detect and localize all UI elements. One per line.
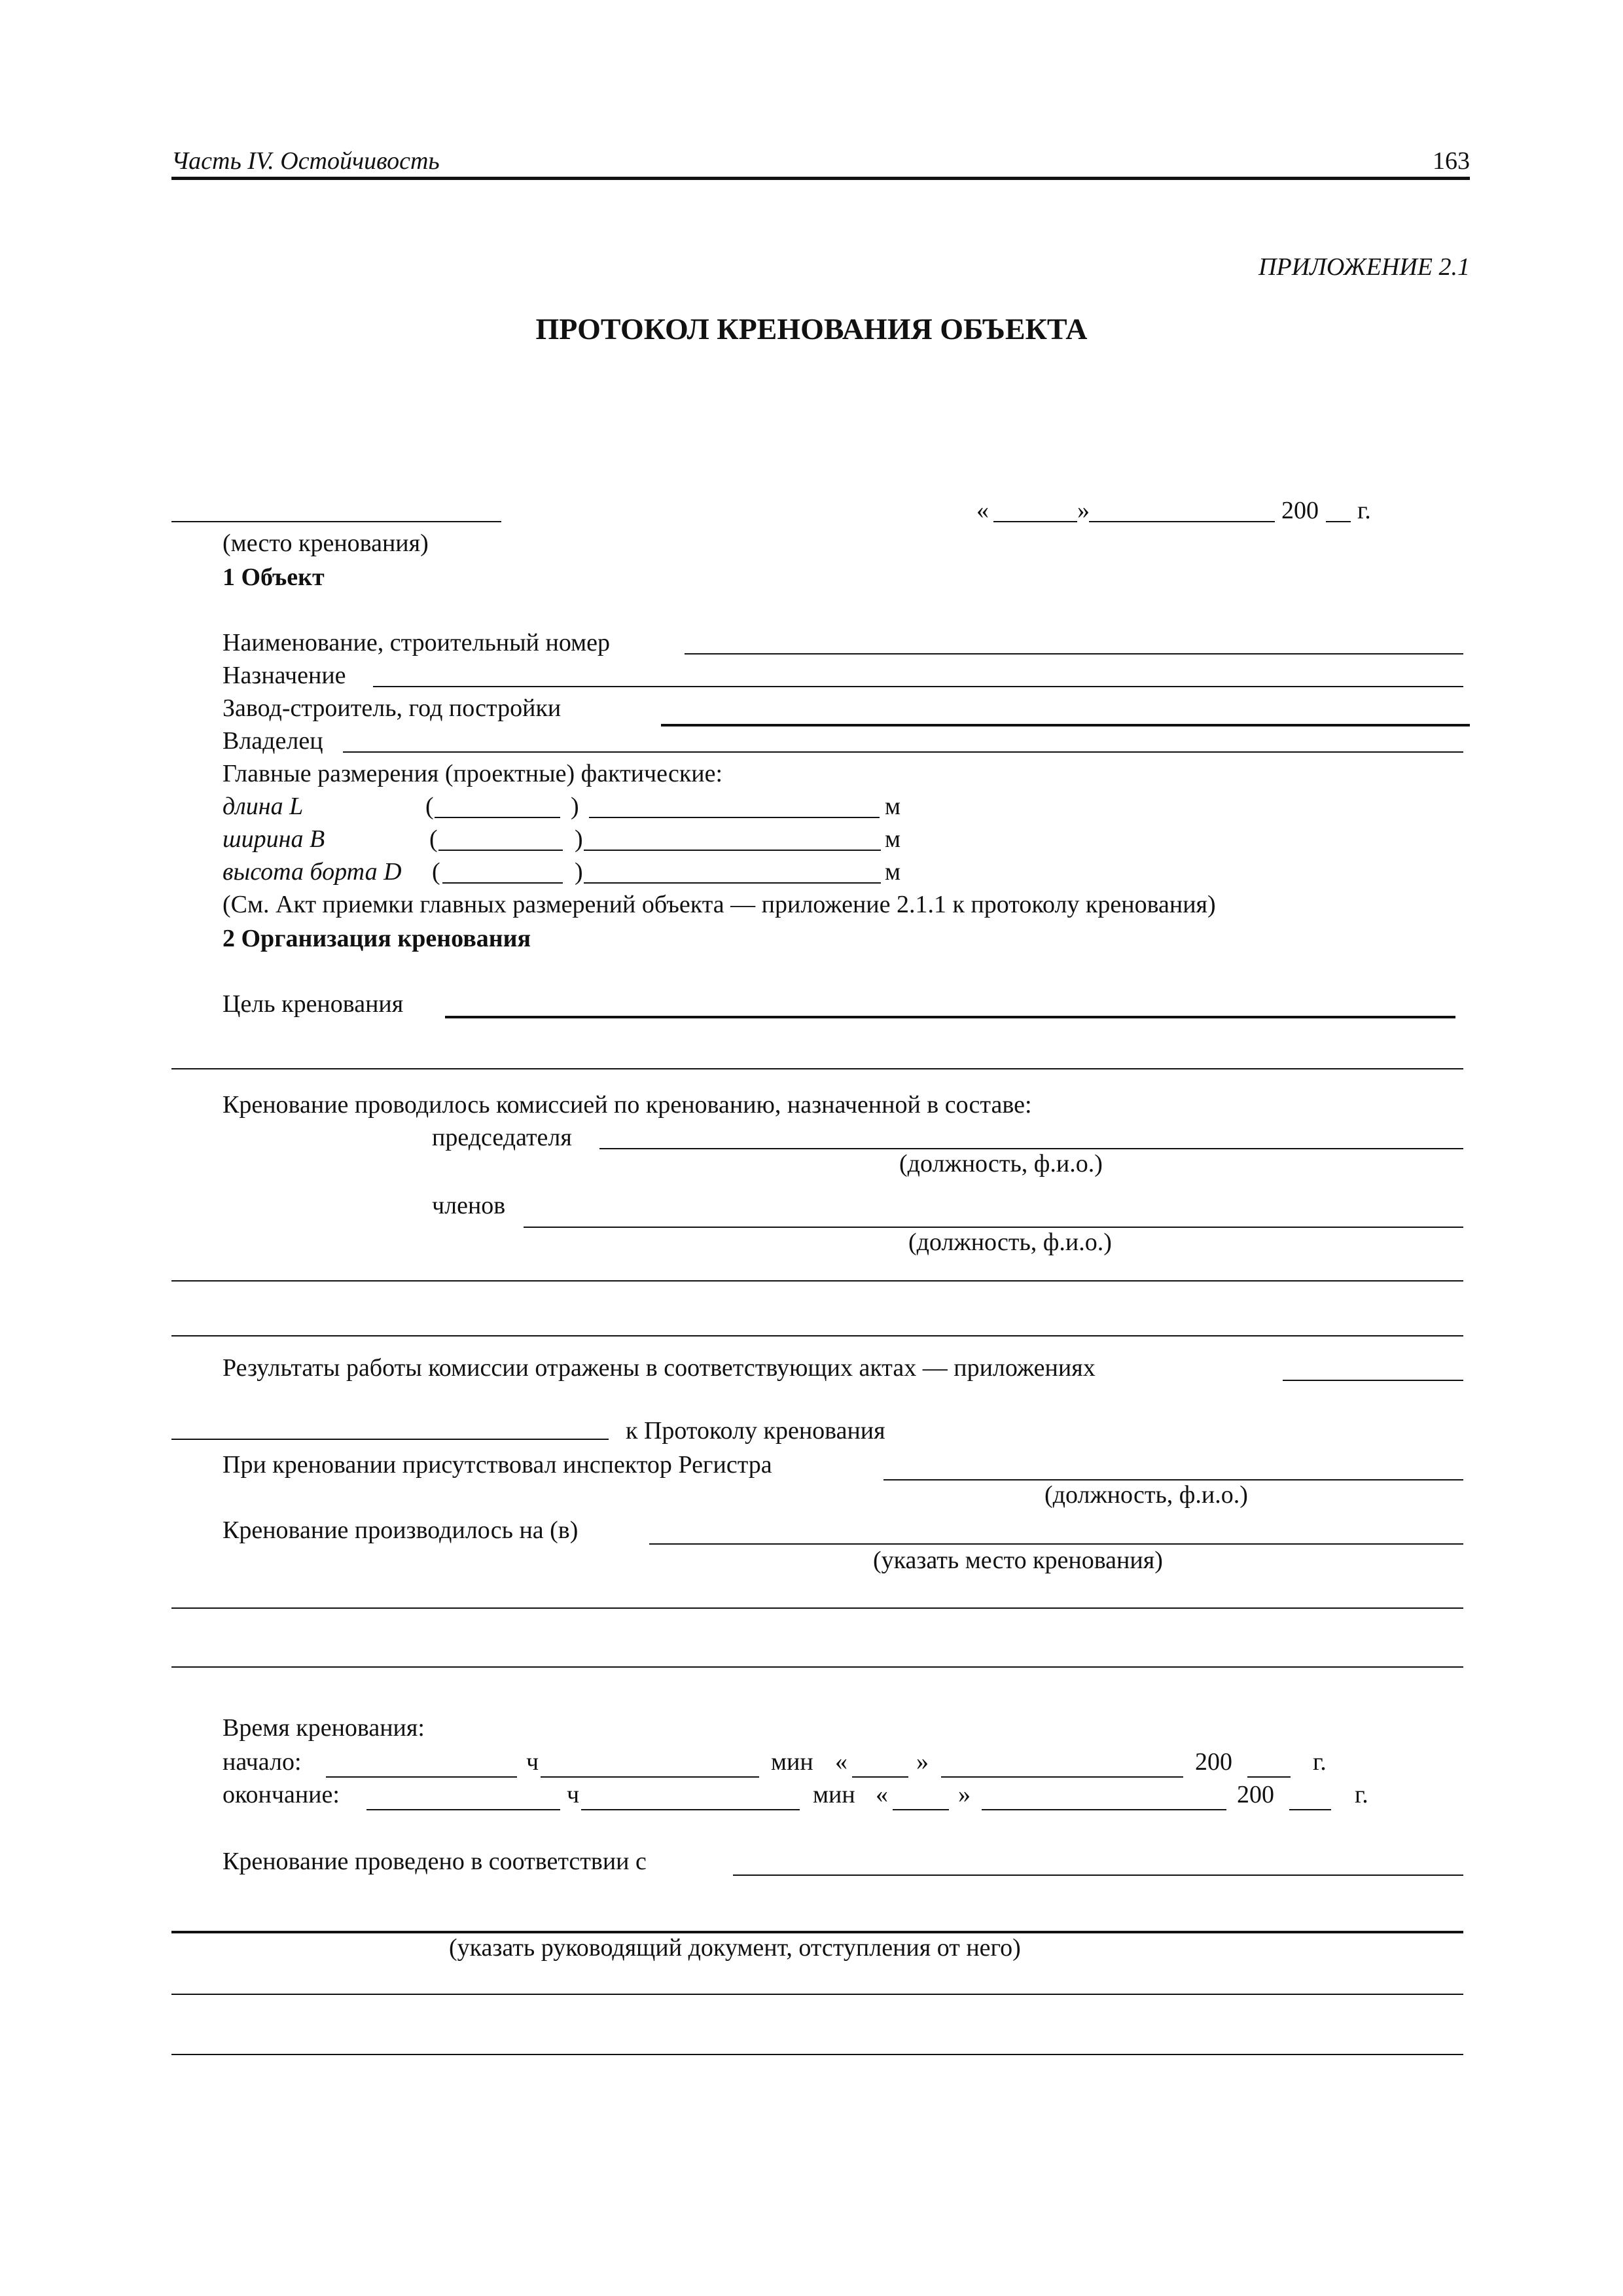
owner-input-line[interactable] [343,751,1463,753]
date-open-quote: « [976,497,989,524]
start-hours-input-line[interactable] [326,1776,517,1778]
start-minutes-unit: мин [771,1748,813,1776]
start-minutes-input-line[interactable] [541,1776,759,1778]
end-open-quote: « [876,1781,888,1808]
end-hours-unit: ч [567,1781,580,1808]
compliance-label: Кренование проведено в соответствии с [223,1848,647,1875]
compliance-input-line-4[interactable] [171,2054,1463,2055]
end-day-input-line[interactable] [893,1809,949,1810]
page-number: 163 [1433,147,1470,175]
members-caption: (должность, ф.и.о.) [908,1229,1112,1256]
compliance-caption: (указать руководящий документ, отступления от него) [449,1934,1021,1962]
width-close-paren: ) [575,825,583,853]
inspector-caption: (должность, ф.и.о.) [1044,1481,1248,1509]
start-year-prefix: 200 [1195,1748,1232,1776]
width-label: ширина B [223,825,325,853]
end-hours-input-line[interactable] [366,1809,560,1810]
header-rule [171,177,1470,180]
start-day-input-line[interactable] [852,1776,908,1778]
depth-unit: м [885,858,901,886]
members-input-line-2[interactable] [171,1280,1463,1282]
goal-input-line[interactable] [445,1016,1455,1018]
appendix-label: ПРИЛОЖЕНИЕ 2.1 [1258,253,1470,281]
width-unit: м [885,825,901,853]
width-actual-input-line[interactable] [584,850,881,851]
location-label: Кренование производилось на (в) [223,1516,579,1544]
chairman-label: председателя [432,1124,572,1151]
purpose-input-line[interactable] [373,686,1463,687]
depth-close-paren: ) [575,858,583,886]
reference-note: (См. Акт приемки главных размерений объекта — приложение 2.1.1 к протоколу кренования) [223,891,1216,918]
end-year-suffix: г. [1355,1781,1368,1808]
year-suffix: г. [1357,497,1371,524]
end-year-prefix: 200 [1237,1781,1274,1808]
start-hours-unit: ч [526,1748,539,1776]
place-input-line[interactable] [171,521,501,522]
location-input-line-2[interactable] [171,1607,1463,1609]
start-month-input-line[interactable] [941,1776,1183,1778]
start-year-suffix: г. [1313,1748,1327,1776]
width-design-input-line[interactable] [438,850,563,851]
builder-label: Завод-строитель, год постройки [223,694,562,722]
results-input-line-2[interactable] [171,1439,609,1440]
end-label: окончание: [223,1781,340,1808]
date-close-quote: » [1077,497,1090,524]
length-label: длина L [223,793,304,820]
commission-text: Кренование проводилось комиссией по кренованию, назначенной в составе: [223,1091,1032,1119]
length-close-paren: ) [571,793,579,820]
start-close-quote: » [916,1748,929,1776]
time-label: Время кренования: [223,1714,425,1742]
length-open-paren: ( [425,793,434,820]
location-input-line-3[interactable] [171,1666,1463,1668]
compliance-input-line[interactable] [733,1874,1463,1876]
name-input-line[interactable] [685,653,1463,655]
members-input-line-3[interactable] [171,1335,1463,1336]
start-open-quote: « [835,1748,847,1776]
running-header-part: Часть IV. Остойчивость [171,147,440,175]
day-input-line[interactable] [993,521,1077,522]
width-open-paren: ( [429,825,438,853]
section-2-heading: 2 Организация кренования [223,925,531,952]
builder-input-line[interactable] [661,724,1470,726]
end-close-quote: » [958,1781,971,1808]
start-year-input-line[interactable] [1247,1776,1291,1778]
place-caption: (место кренования) [223,529,429,557]
compliance-input-line-3[interactable] [171,1994,1463,1995]
depth-design-input-line[interactable] [442,882,563,884]
year-prefix: 200 [1281,497,1319,524]
end-minutes-unit: мин [813,1781,855,1808]
inspector-label: При креновании присутствовал инспектор Регистра [223,1451,772,1479]
month-input-line[interactable] [1089,521,1275,522]
end-month-input-line[interactable] [982,1809,1226,1810]
members-label: членов [432,1192,506,1219]
length-design-input-line[interactable] [435,817,560,818]
goal-label: Цель кренования [223,990,404,1018]
start-label: начало: [223,1748,302,1776]
chairman-caption: (должность, ф.и.о.) [899,1150,1103,1177]
depth-open-paren: ( [432,858,440,886]
year-input-line[interactable] [1326,521,1351,522]
depth-actual-input-line[interactable] [584,882,881,884]
location-caption: (указать место кренования) [873,1547,1163,1574]
results-input-line[interactable] [1283,1380,1463,1381]
purpose-label: Назначение [223,662,346,689]
end-year-input-line[interactable] [1289,1809,1331,1810]
goal-input-line-2[interactable] [171,1068,1463,1069]
location-input-line[interactable] [649,1543,1463,1545]
length-unit: м [885,793,901,820]
section-1-heading: 1 Объект [223,564,325,591]
length-actual-input-line[interactable] [589,817,880,818]
depth-label: высота борта D [223,858,402,886]
dimensions-label: Главные размерения (проектные) фактические: [223,760,723,787]
name-label: Наименование, строительный номер [223,629,611,656]
to-protocol-text: к Протоколу кренования [626,1417,885,1444]
end-minutes-input-line[interactable] [581,1809,800,1810]
document-title: ПРОТОКОЛ КРЕНОВАНИЯ ОБЪЕКТА [535,312,1088,346]
results-text: Результаты работы комиссии отражены в соответствующих актах — приложениях [223,1354,1096,1382]
owner-label: Владелец [223,727,323,755]
